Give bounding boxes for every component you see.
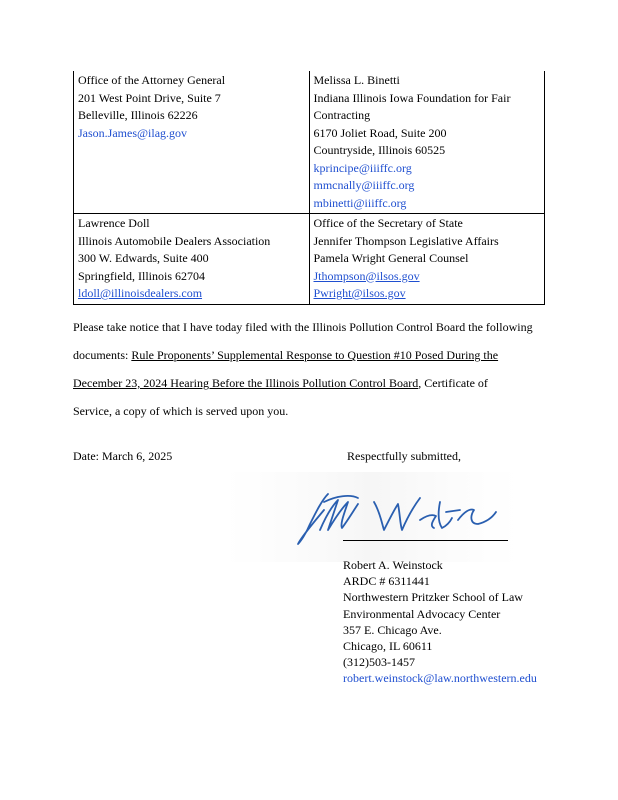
notice-line-1 (73, 320, 593, 335)
signature-image (224, 472, 520, 562)
cell-line: 300 W. Edwards, Suite 400 (78, 251, 209, 265)
service-list-table (73, 71, 545, 305)
signer-email-link[interactable]: robert.weinstock@law.northwestern.edu (343, 671, 537, 686)
signature-line (343, 540, 508, 541)
email-link[interactable]: mbinetti@iiiffc.org (313, 195, 407, 210)
cell-line: Countryside, Illinois 60525 (313, 143, 446, 157)
email-link[interactable]: Pwright@ilsos.gov (313, 286, 406, 300)
cell-line: Jennifer Thompson Legislative Affairs (313, 233, 499, 248)
email-link[interactable]: Jthompson@ilsos.gov (313, 268, 420, 283)
cell-line: Indiana Illinois Iowa Foundation for Fair Contracting (313, 90, 511, 122)
signer-line: Environmental Advocacy Center (343, 606, 501, 621)
notice-text: , Certificate of (418, 376, 488, 390)
signer-line: Chicago, IL 60611 (343, 639, 433, 654)
notice-text: Please take notice that I have today filed with the Illinois Pollution Control Board the following (73, 320, 533, 334)
notice-line-4 (73, 404, 593, 419)
cell-line: Illinois Automobile Dealers Association (78, 233, 271, 248)
email-link[interactable]: ldoll@illinoisdealers.com (78, 286, 203, 300)
cell-line: Belleville, Illinois 62226 (78, 108, 198, 122)
cell-line: Springfield, Illinois 62704 (78, 268, 205, 283)
service-cell-iiiffc (309, 71, 545, 214)
service-cell-secretary-of-state (309, 214, 545, 305)
table-row (74, 214, 545, 305)
notice-line-2 (73, 348, 593, 363)
cell-line: Pamela Wright General Counsel (313, 251, 469, 265)
service-cell-dealers-association (74, 214, 310, 305)
email-link[interactable]: kprincipe@iiiffc.org (313, 160, 412, 175)
signer-line: Northwestern Pritzker School of Law (343, 590, 523, 605)
table-row (74, 71, 545, 214)
notice-text: documents: (73, 348, 132, 362)
closing: Respectfully submitted, (347, 449, 461, 463)
signer-line: Robert A. Weinstock (343, 558, 443, 572)
signer-block (343, 557, 537, 687)
cell-line: Melissa L. Binetti (313, 73, 400, 87)
document-title: December 23, 2024 Hearing Before the Illinois Pollution Control Board (73, 376, 419, 390)
email-link[interactable]: Jason.James@ilag.gov (78, 125, 188, 140)
cell-line: 201 West Point Drive, Suite 7 (78, 90, 221, 105)
cell-line: Office of the Attorney General (78, 73, 226, 87)
document-title: Rule Proponents’ Supplemental Response to Question #10 Posed During the (131, 348, 499, 362)
notice-text: Service, a copy of which is served upon you. (73, 404, 289, 418)
signer-line: ARDC # 6311441 (343, 574, 430, 589)
cell-line: Lawrence Doll (78, 216, 150, 230)
signer-line: 357 E. Chicago Ave. (343, 622, 442, 637)
cell-line: 6170 Joliet Road, Suite 200 (313, 125, 447, 140)
service-cell-attorney-general (74, 71, 310, 214)
notice-line-3 (73, 376, 593, 391)
email-link[interactable]: mmcnally@iiiffc.org (313, 178, 415, 192)
signer-line: (312)503-1457 (343, 655, 415, 670)
cell-line: Office of the Secretary of State (313, 216, 463, 230)
date-line: Date: March 6, 2025 (73, 449, 173, 463)
